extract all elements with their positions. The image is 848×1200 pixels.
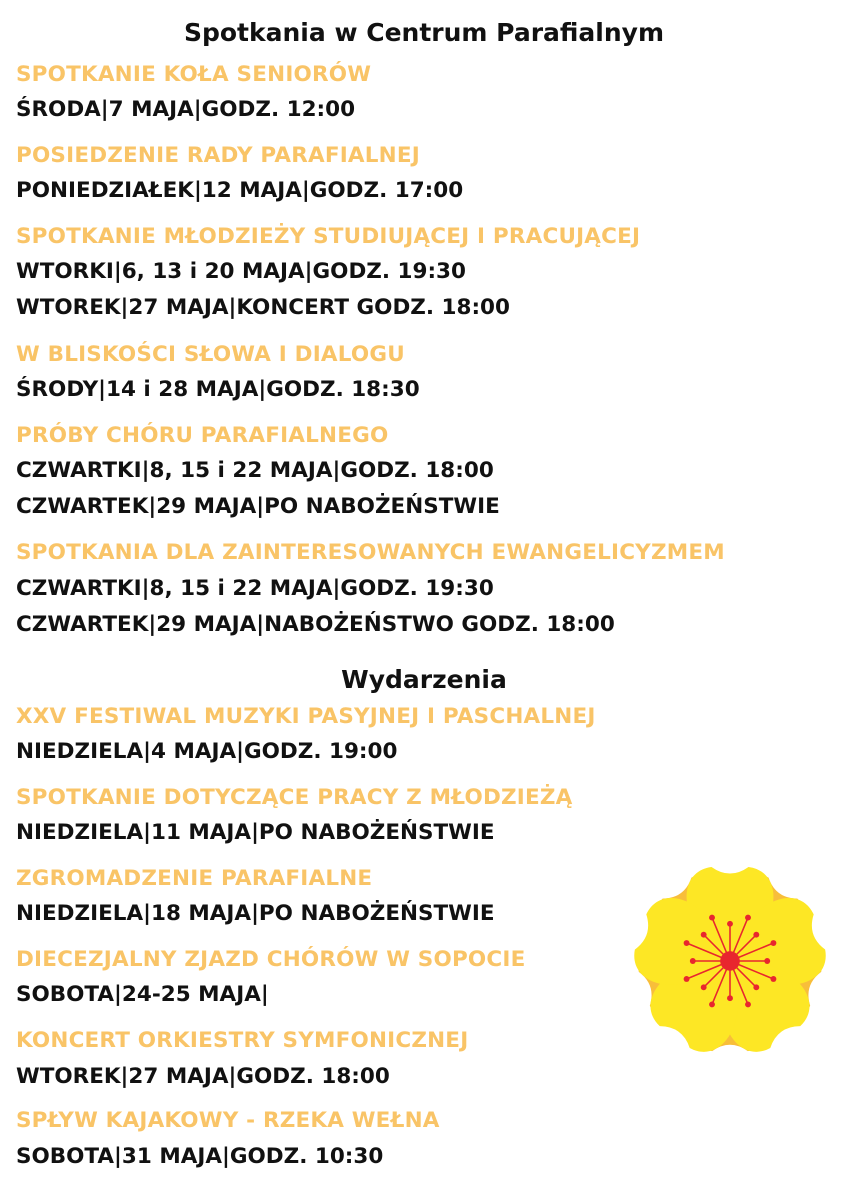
- event-title: W BLISKOŚCI SŁOWA I DIALOGU: [16, 342, 405, 367]
- event-details: CZWARTEK|29 MAJA|NABOŻEŃSTWO GODZ. 18:00: [16, 612, 615, 637]
- flower-stamen-tip: [690, 958, 696, 964]
- flower-stamen-tip: [745, 915, 751, 921]
- flower-stamen-tip: [727, 921, 733, 927]
- event-title: SPOTKANIE MŁODZIEŻY STUDIUJĄCEJ I PRACUJĄCEJ: [16, 224, 641, 249]
- event-details: NIEDZIELA|18 MAJA|PO NABOŻEŃSTWIE: [16, 901, 495, 926]
- flower-stamen-tip: [684, 940, 690, 946]
- event-details: ŚRODY|14 i 28 MAJA|GODZ. 18:30: [16, 377, 420, 402]
- section-heading-meetings: Spotkania w Centrum Parafialnym: [183, 18, 665, 47]
- event-details: ŚRODA|7 MAJA|GODZ. 12:00: [16, 97, 356, 122]
- flower-stamen-tip: [709, 1001, 715, 1007]
- event-details: NIEDZIELA|11 MAJA|PO NABOŻEŃSTWIE: [16, 820, 495, 845]
- event-details: NIEDZIELA|4 MAJA|GODZ. 19:00: [16, 739, 398, 764]
- flower-center: [720, 951, 740, 971]
- flower-stamen-tip: [753, 984, 759, 990]
- event-title: ZGROMADZENIE PARAFIALNE: [16, 866, 373, 891]
- event-title: SPŁYW KAJAKOWY - RZEKA WEŁNA: [16, 1108, 440, 1133]
- event-title: KONCERT ORKIESTRY SYMFONICZNEJ: [16, 1028, 469, 1053]
- section-heading-events: Wydarzenia: [341, 665, 507, 694]
- event-details: WTOREK|27 MAJA|GODZ. 18:00: [16, 1064, 390, 1089]
- flower-stamen-tip: [745, 1001, 751, 1007]
- flower-stamen-tip: [701, 984, 707, 990]
- flower-stamen-tip: [764, 958, 770, 964]
- event-details: WTOREK|27 MAJA|KONCERT GODZ. 18:00: [16, 295, 510, 320]
- event-title: POSIEDZENIE RADY PARAFIALNEJ: [16, 143, 420, 168]
- event-title: DIECEZJALNY ZJAZD CHÓRÓW W SOPOCIE: [16, 947, 526, 972]
- flower-stamen-tip: [753, 932, 759, 938]
- flower-stamen-tip: [684, 976, 690, 982]
- event-title: PRÓBY CHÓRU PARAFIALNEGO: [16, 423, 389, 448]
- event-details: CZWARTKI|8, 15 i 22 MAJA|GODZ. 19:30: [16, 576, 494, 601]
- event-title: SPOTKANIE DOTYCZĄCE PRACY Z MŁODZIEŻĄ: [16, 785, 573, 810]
- event-details: SOBOTA|24-25 MAJA|: [16, 982, 269, 1007]
- event-details: WTORKI|6, 13 i 20 MAJA|GODZ. 19:30: [16, 259, 466, 284]
- flower-stamen-tip: [770, 976, 776, 982]
- event-details: CZWARTKI|8, 15 i 22 MAJA|GODZ. 18:00: [16, 458, 494, 483]
- flower-icon: [632, 866, 828, 1056]
- event-title: SPOTKANIE KOŁA SENIORÓW: [16, 62, 372, 87]
- event-details: CZWARTEK|29 MAJA|PO NABOŻEŃSTWIE: [16, 494, 500, 519]
- event-title: SPOTKANIA DLA ZAINTERESOWANYCH EWANGELICYZMEM: [16, 540, 725, 565]
- flower-stamen-tip: [770, 940, 776, 946]
- event-title: XXV FESTIWAL MUZYKI PASYJNEJ I PASCHALNEJ: [16, 704, 596, 729]
- flower-stamen-tip: [709, 915, 715, 921]
- flower-stamen-tip: [701, 932, 707, 938]
- event-details: SOBOTA|31 MAJA|GODZ. 10:30: [16, 1144, 384, 1169]
- event-details: PONIEDZIAŁEK|12 MAJA|GODZ. 17:00: [16, 178, 464, 203]
- flower-stamen-tip: [727, 995, 733, 1001]
